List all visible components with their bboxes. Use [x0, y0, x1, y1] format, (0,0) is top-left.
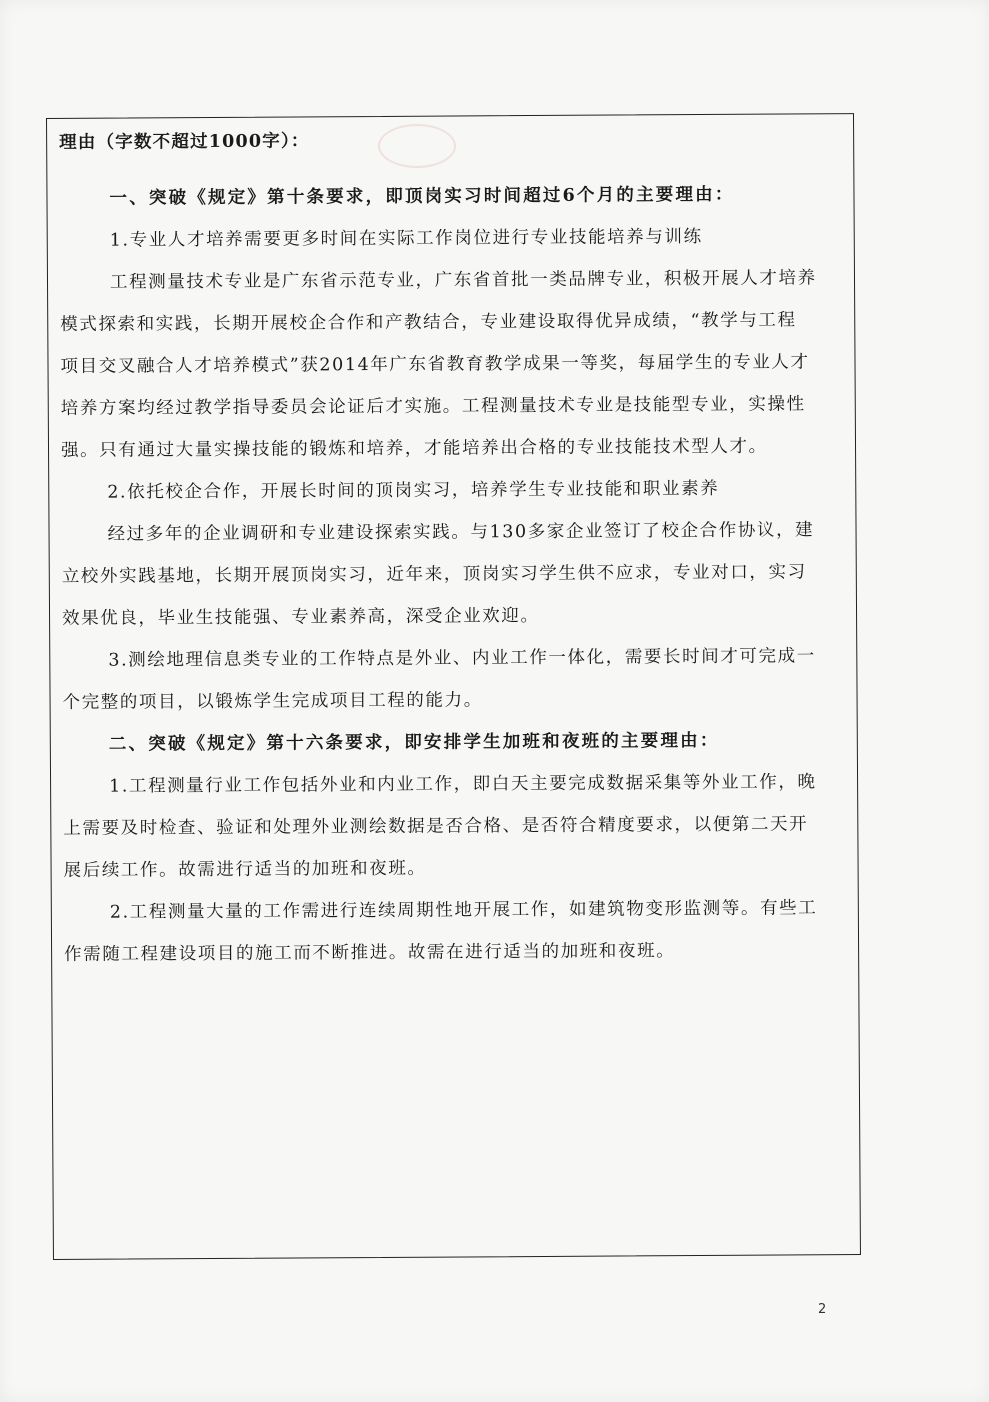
- paragraph-line: 个完整的项目，以锻炼学生完成项目工程的能力。: [62, 690, 483, 713]
- section-heading: 一、突破《规定》第十条要求，即顶岗实习时间超过6个月的主要理由：: [109, 184, 735, 209]
- paragraph-line: 立校外实践基地，长期开展顶岗实习，近年来，顶岗实习学生供不应求，专业对口，实习: [61, 562, 807, 587]
- paragraph-line: 作需随工程建设项目的施工而不断推进。故需在进行适当的加班和夜班。: [64, 941, 676, 965]
- paragraph-line: 效果优良，毕业生技能强、专业素养高，深受企业欢迎。: [61, 605, 540, 629]
- paragraph-line: 经过多年的企业调研和专业建设探索实践。与130多家企业签订了校企合作协议，建: [107, 520, 815, 545]
- page-number: 2: [818, 1302, 827, 1317]
- paragraph-line: 1.工程测量行业工作包括外业和内业工作，即白天主要完成数据采集等外业工作，晚: [109, 772, 817, 797]
- paragraph-line: 上需要及时检查、验证和处理外业测绘数据是否合格、是否符合精度要求，以便第二天开: [63, 814, 809, 839]
- paragraph-line: 模式探索和实践，长期开展校企合作和产教结合，专业建设取得优异成绩，“教学与工程: [60, 310, 797, 335]
- reason-header: 理由（字数不超过1000字）：: [59, 131, 310, 153]
- paragraph-line: 项目交叉融合人才培养模式”获2014年广东省教育教学成果一等奖，每届学生的专业人才: [60, 352, 810, 377]
- paragraph-line: 3.测绘地理信息类专业的工作特点是外业、内业工作一体化，需要长时间才可完成一: [108, 646, 816, 671]
- paragraph-line: 2.工程测量大量的工作需进行连续周期性地开展工作，如建筑物变形监测等。有些工: [109, 898, 818, 923]
- reason-content: [59, 128, 848, 965]
- paragraph-line: 培养方案均经过教学指导委员会论证后才实施。工程测量技术专业是技能型专业，实操性: [60, 394, 806, 419]
- reason-form-box: [46, 113, 861, 1260]
- paragraph-line: 展后续工作。故需进行适当的加班和夜班。: [63, 858, 427, 881]
- paragraph-line: 强。只有通过大量实操技能的锻炼和培养，才能培养出合格的专业技能技术型人才。: [60, 436, 768, 461]
- paragraph-line: 工程测量技术专业是广东省示范专业，广东省首批一类品牌专业，积极开展人才培养: [109, 268, 817, 293]
- paragraph-line: 1.专业人才培养需要更多时间在实际工作岗位进行专业技能培养与训练: [109, 226, 703, 251]
- section-heading: 二、突破《规定》第十六条要求，即安排学生加班和夜班的主要理由：: [108, 730, 720, 755]
- paragraph-line: 2.依托校企合作，开展长时间的顶岗实习，培养学生专业技能和职业素养: [107, 478, 720, 503]
